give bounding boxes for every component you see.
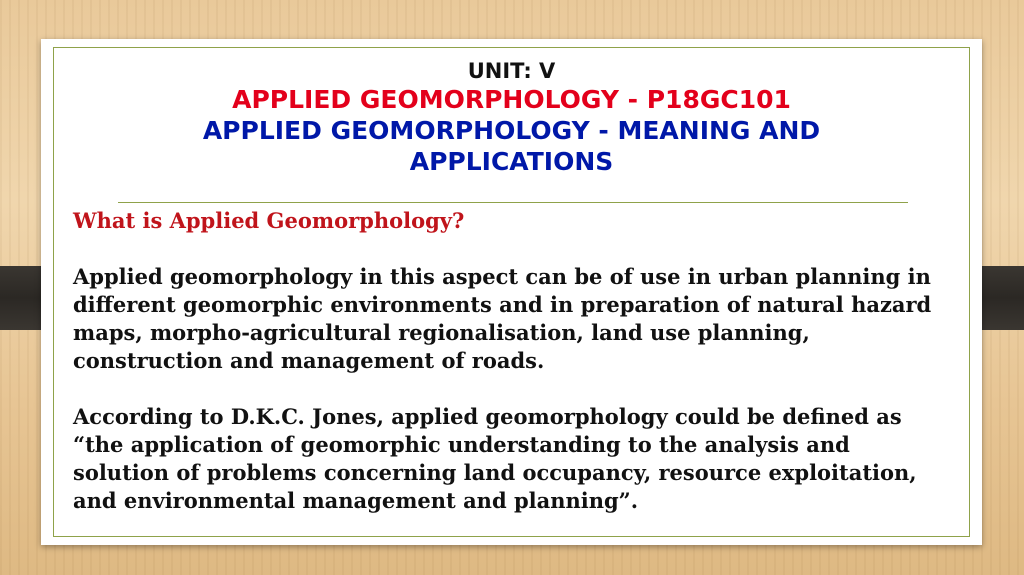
title-block <box>41 59 982 177</box>
question-heading: What is Applied Geomorphology? <box>73 208 465 233</box>
paragraph-definition: According to D.K.C. Jones, applied geomorphology could be defined as “the application of geomorphic understanding to the analysis and solution of problems concerning land occupancy, resource exploitation, and environmental management and planning”. <box>73 404 917 513</box>
title-divider <box>118 202 908 203</box>
unit-heading: UNIT: V <box>467 59 556 83</box>
paragraph-usage: Applied geomorphology in this aspect can be of use in urban planning in different geomorphic environments and in preparation of natural hazard maps, morpho-agricultural regionalisation, land use planning, construction and management of roads. <box>73 264 932 373</box>
slide-card <box>41 39 982 545</box>
slide-content <box>73 207 953 515</box>
topic-title: APPLIED GEOMORPHOLOGY - MEANING AND APPLICATIONS <box>202 116 821 176</box>
course-title: APPLIED GEOMORPHOLOGY - P18GC101 <box>232 85 791 114</box>
